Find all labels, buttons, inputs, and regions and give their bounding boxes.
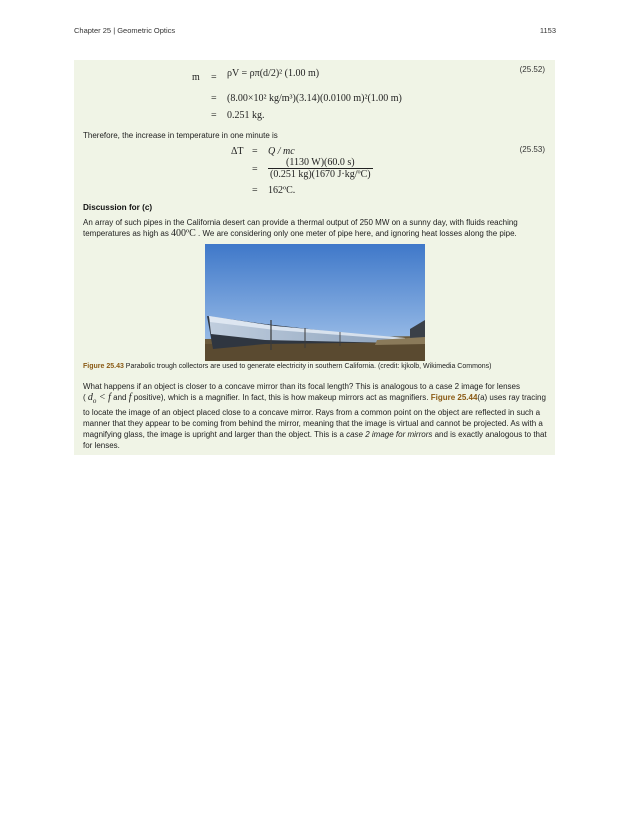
eq-equals: = (211, 72, 217, 83)
eq-line3-rhs: 0.251 kg. (227, 110, 265, 121)
discussion-paragraph: An array of such pipes in the California desert can provide a thermal output of 250 MW on a sunny day, with fluids reaching temperatures as high as 400ºC . We are considering only one meter of pipe here, and ignoring heat losses along the pipe. (83, 218, 518, 239)
italic-phrase: case 2 image for mirrors (346, 430, 433, 439)
eq-line3-rhs: 162ºC. (268, 185, 296, 196)
figure-label: Figure 25.43 (83, 363, 124, 370)
concave-mirror-paragraph: What happens if an object is closer to a concave mirror than its focal length? This is analogous to a case 2 image for lenses ( $d_o < f$ and f positive), which is a magnifier. In fact, this is how makeup mirrors act as magnifiers. Figure 25.44(a) uses ray tracing to locate the image of an object placed close to a concave mirror. Rays from a common point on the object are reflected in such a manner that they appear to be coming from behind the mirror, meaning that the image is virtual and cannot be projected. As with a magnifying glass, the image is upright and larger than the object. This is a case 2 image for mirrors and is exactly analogous to that for lenses. (83, 382, 547, 450)
eq-equals: = (252, 146, 258, 157)
fraction-denominator: (0.251 kg)(1670 J·kg/ºC) (270, 169, 371, 180)
page-number: 1153 (539, 26, 556, 35)
therefore-paragraph: Therefore, the increase in temperature in one minute is (83, 131, 278, 140)
figure-25-44-link[interactable]: Figure 25.44 (430, 393, 478, 402)
figure-caption: Figure 25.43 Parabolic trough collectors are used to generate electricity in southern California. (credit: kjkolb, Wikimedia Commons) (83, 363, 492, 370)
eq-line1-rhs: Q / mc (268, 146, 295, 157)
equation-number: (25.52) (519, 65, 545, 74)
eq-lhs-delta-t: ΔT (231, 146, 244, 157)
chapter-title: Chapter 25 | Geometric Optics (74, 26, 176, 35)
eq-equals: = (252, 164, 258, 175)
discussion-heading: Discussion for (c) (83, 203, 153, 212)
parabolic-trough-photo (205, 244, 425, 361)
math-d-o: $d_o < f$ (87, 392, 111, 405)
eq-rhs-expression: ρV = ρπ(d/2)² (1.00 m) (227, 68, 320, 79)
eq-line2-rhs: (8.00×10² kg/m³)(3.14)(0.0100 m)²(1.00 m) (227, 93, 402, 104)
eq-equals: = (211, 93, 217, 104)
eq-equals: = (252, 185, 258, 196)
eq-fraction (268, 157, 373, 180)
fraction-numerator: (1130 W)(60.0 s) (268, 157, 373, 169)
eq-equals: = (211, 110, 217, 121)
example-panel (74, 60, 555, 455)
figure-photo (205, 244, 425, 361)
equation-number: (25.53) (519, 145, 545, 154)
math-f: f (128, 392, 132, 403)
eq-line1-rhs (227, 68, 319, 79)
temperature-value: 400ºC (171, 228, 196, 239)
eq-lhs-m: m (192, 72, 200, 83)
